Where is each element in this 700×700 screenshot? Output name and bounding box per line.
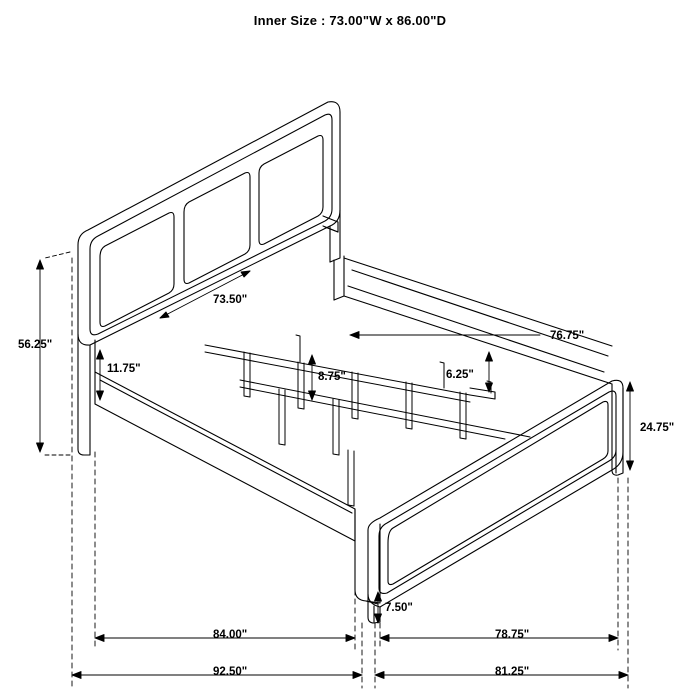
dim-right-depth-upper: 78.75" [495,629,530,641]
dim-headboard-leg-clearance: 11.75" [107,363,141,375]
dim-footboard-height: 24.75" [640,422,675,434]
dim-side-rail-inner-length: 76.75" [550,330,585,342]
dim-right-depth-lower: 81.25" [495,666,530,678]
center-support-connector [470,388,530,437]
dim-headboard-total-height: 56.25" [18,339,53,351]
dim-left-depth-upper: 84.00" [213,629,248,641]
page-title: Inner Size : 73.00"W x 86.00"D [253,13,447,28]
dimension-lines [37,252,634,688]
dim-left-depth-lower: 92.50" [213,666,248,678]
headboard-frame [78,102,340,345]
headboard-bracket [323,216,338,232]
dim-footboard-leg-clearance: 7.50" [385,602,413,614]
dim-slat-height: 8.75" [318,371,346,383]
headboard-left-leg [78,334,95,455]
headboard-right-leg [330,210,344,300]
dim-center-support-height: 6.25" [446,369,474,381]
dim-headboard-panel-width: 73.50" [213,294,248,306]
footboard-frame [355,380,623,623]
